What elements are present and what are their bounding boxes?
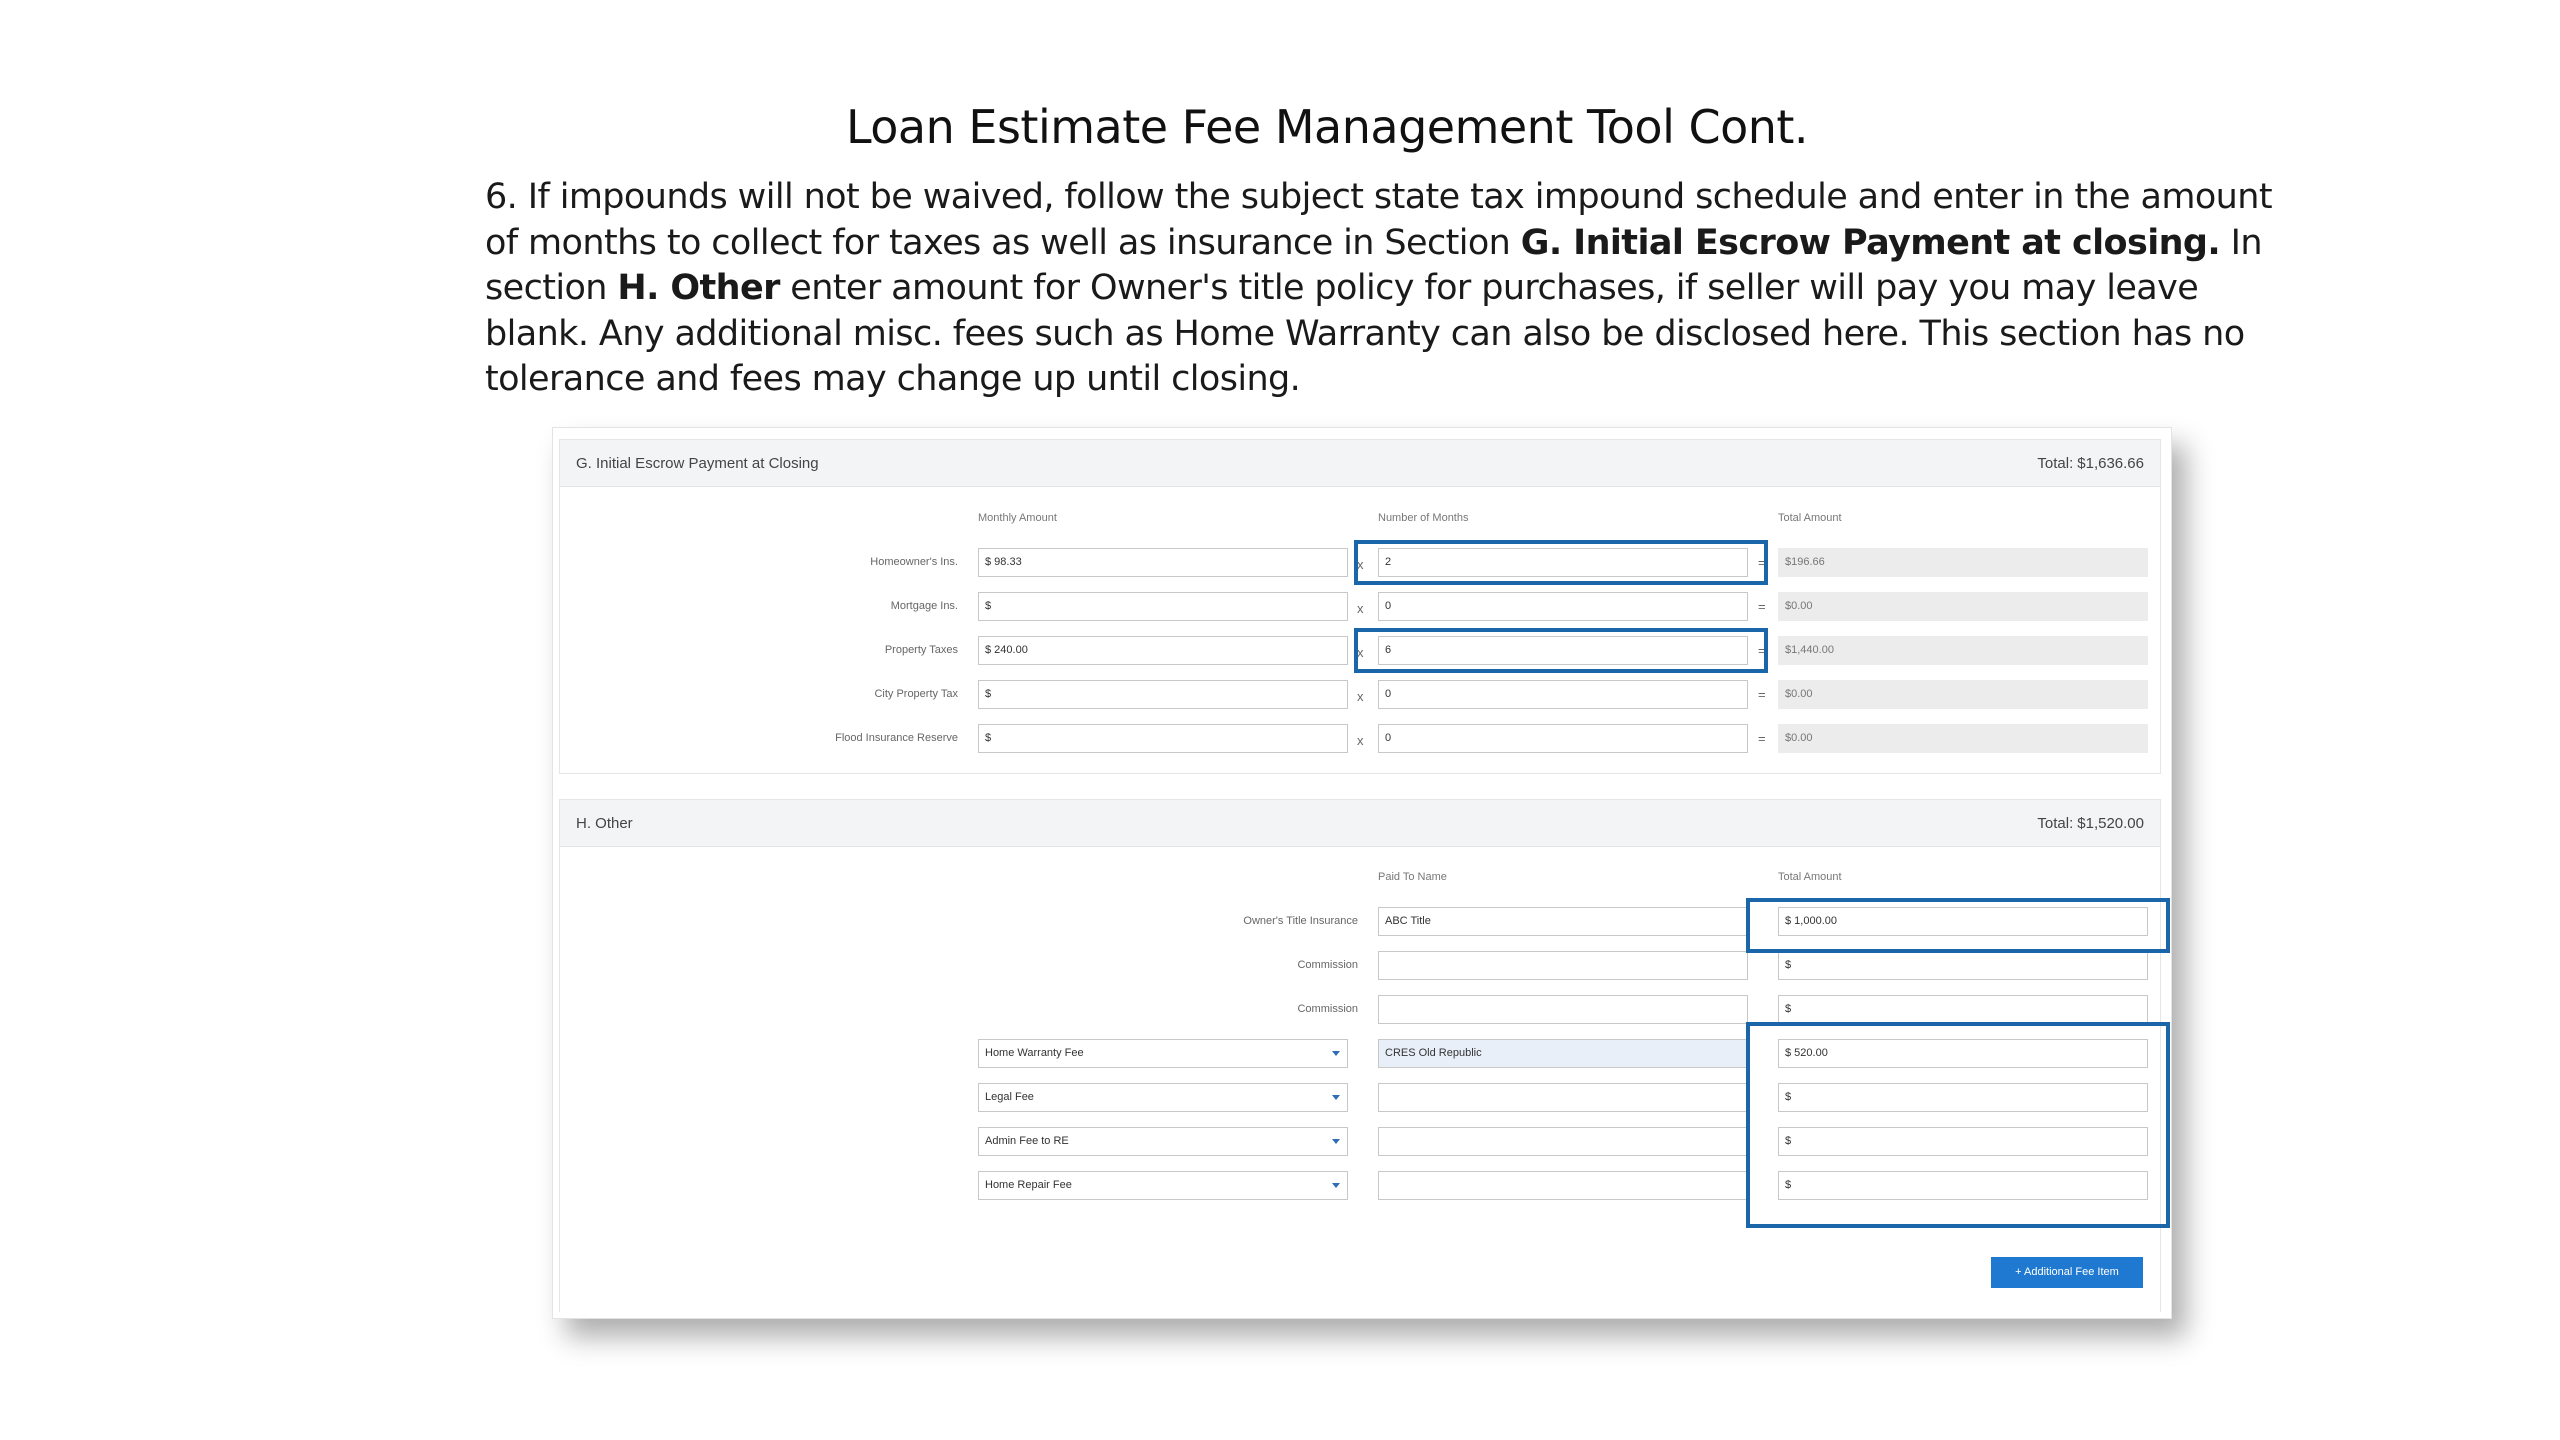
flood-insurance-total: $0.00	[1778, 724, 2148, 753]
section-g-panel	[559, 439, 2161, 774]
row-label-owners-title-insurance: Owner's Title Insurance	[1243, 915, 1358, 927]
section-h-total-value: $1,520.00	[2077, 815, 2144, 832]
col-monthly-amount: Monthly Amount	[978, 512, 1057, 524]
equals-operator: =	[1758, 555, 1766, 570]
body-text-part: enter amount for Owner's title policy for purchases, if seller will pay you may leave blank. Any additional misc. fees such as Home Warranty can also be disclosed here. This section has no tolerance and fees may change up until closing.	[485, 268, 2245, 399]
owners-title-highlight-box	[1746, 898, 2170, 953]
mortgage-ins-months-input[interactable]: 0	[1378, 592, 1748, 621]
row-label-city-property-tax: City Property Tax	[874, 688, 958, 700]
col-total-amount: Total Amount	[1778, 871, 1842, 883]
owners-title-paid-to-input[interactable]: ABC Title	[1378, 907, 1748, 936]
flood-insurance-monthly-input[interactable]: $	[978, 724, 1348, 753]
commission-paid-to-input[interactable]	[1378, 951, 1748, 980]
property-taxes-total: $1,440.00	[1778, 636, 2148, 665]
row-label-mortgage-ins: Mortgage Ins.	[890, 600, 958, 612]
section-h-title: H. Other	[576, 815, 633, 832]
mortgage-ins-monthly-input[interactable]: $	[978, 592, 1348, 621]
fee-type-value: Admin Fee to RE	[985, 1135, 1069, 1147]
commission-paid-to-input[interactable]	[1378, 995, 1748, 1024]
months-highlight-box	[1354, 540, 1768, 585]
fee-type-value: Legal Fee	[985, 1091, 1034, 1103]
times-operator: x	[1357, 689, 1364, 704]
city-property-tax-months-input[interactable]: 0	[1378, 680, 1748, 709]
chevron-down-icon	[1332, 1051, 1340, 1056]
fee-type-select[interactable]	[978, 1083, 1348, 1112]
row-label-commission: Commission	[1297, 959, 1358, 971]
times-operator: x	[1357, 601, 1364, 616]
add-fee-item-button[interactable]: + Additional Fee Item	[1991, 1257, 2143, 1288]
city-property-tax-monthly-input[interactable]: $	[978, 680, 1348, 709]
row-label-flood-insurance-reserve: Flood Insurance Reserve	[835, 732, 958, 744]
body-bold-section-g: G. Initial Escrow Payment at closing.	[1520, 222, 2221, 263]
equals-operator: =	[1758, 599, 1766, 614]
homeowners-ins-total: $196.66	[1778, 548, 2148, 577]
homeowners-ins-monthly-input[interactable]: $ 98.33	[978, 548, 1348, 577]
equals-operator: =	[1758, 687, 1766, 702]
legal-fee-paid-to-input[interactable]	[1378, 1083, 1748, 1112]
admin-fee-total-input[interactable]: $	[1778, 1127, 2148, 1156]
times-operator: x	[1357, 557, 1364, 572]
flood-insurance-months-input[interactable]: 0	[1378, 724, 1748, 753]
home-repair-paid-to-input[interactable]	[1378, 1171, 1748, 1200]
fee-type-value: Home Warranty Fee	[985, 1047, 1084, 1059]
fee-type-value: Home Repair Fee	[985, 1179, 1072, 1191]
admin-fee-paid-to-input[interactable]	[1378, 1127, 1748, 1156]
row-label-property-taxes: Property Taxes	[884, 644, 958, 656]
equals-operator: =	[1758, 731, 1766, 746]
chevron-down-icon	[1332, 1139, 1340, 1144]
col-number-of-months: Number of Months	[1378, 512, 1469, 524]
home-warranty-paid-to-input[interactable]: CRES Old Republic	[1378, 1039, 1748, 1068]
fee-type-select[interactable]	[978, 1127, 1348, 1156]
row-label-homeowners-ins: Homeowner's Ins.	[870, 556, 958, 568]
owners-title-total-input[interactable]: $ 1,000.00	[1778, 907, 2148, 936]
body-text-part: 6. If impounds will not be waived, follow the subject state tax impound schedule and enter in the amount of months to collect for taxes as well as insurance in Section	[485, 177, 2272, 263]
fee-tool-screenshot	[552, 427, 2172, 1319]
row-label-commission: Commission	[1297, 1003, 1358, 1015]
section-g-title: G. Initial Escrow Payment at Closing	[576, 455, 819, 472]
city-property-tax-total: $0.00	[1778, 680, 2148, 709]
chevron-down-icon	[1332, 1095, 1340, 1100]
section-g-total	[2033, 455, 2144, 472]
equals-operator: =	[1758, 643, 1766, 658]
fee-type-select[interactable]	[978, 1039, 1348, 1068]
col-total-amount: Total Amount	[1778, 512, 1842, 524]
home-repair-total-input[interactable]: $	[1778, 1171, 2148, 1200]
section-h-total	[2033, 815, 2144, 832]
fee-type-select[interactable]	[978, 1171, 1348, 1200]
homeowners-ins-months-input[interactable]: 2	[1378, 548, 1748, 577]
body-text-part: In section	[485, 222, 2262, 308]
col-paid-to-name: Paid To Name	[1378, 871, 1447, 883]
slide-title: Loan Estimate Fee Management Tool Cont.	[845, 100, 1809, 154]
commission-total-input[interactable]: $	[1778, 951, 2148, 980]
property-taxes-monthly-input[interactable]: $ 240.00	[978, 636, 1348, 665]
section-h-header	[560, 800, 2160, 847]
section-h-total-label: Total:	[2037, 815, 2074, 832]
slide-body-text	[485, 175, 2305, 403]
months-highlight-box	[1354, 628, 1768, 673]
legal-fee-total-input[interactable]: $	[1778, 1083, 2148, 1112]
commission-total-input[interactable]: $	[1778, 995, 2148, 1024]
section-g-header	[560, 440, 2160, 487]
times-operator: x	[1357, 733, 1364, 748]
additional-fees-highlight-box	[1746, 1022, 2170, 1228]
property-taxes-months-input[interactable]: 6	[1378, 636, 1748, 665]
home-warranty-total-input[interactable]: $ 520.00	[1778, 1039, 2148, 1068]
section-g-total-value: $1,636.66	[2077, 455, 2144, 472]
times-operator: x	[1357, 645, 1364, 660]
body-bold-section-h: H. Other	[617, 268, 780, 308]
mortgage-ins-total: $0.00	[1778, 592, 2148, 621]
chevron-down-icon	[1332, 1183, 1340, 1188]
section-g-total-label: Total:	[2037, 455, 2074, 472]
